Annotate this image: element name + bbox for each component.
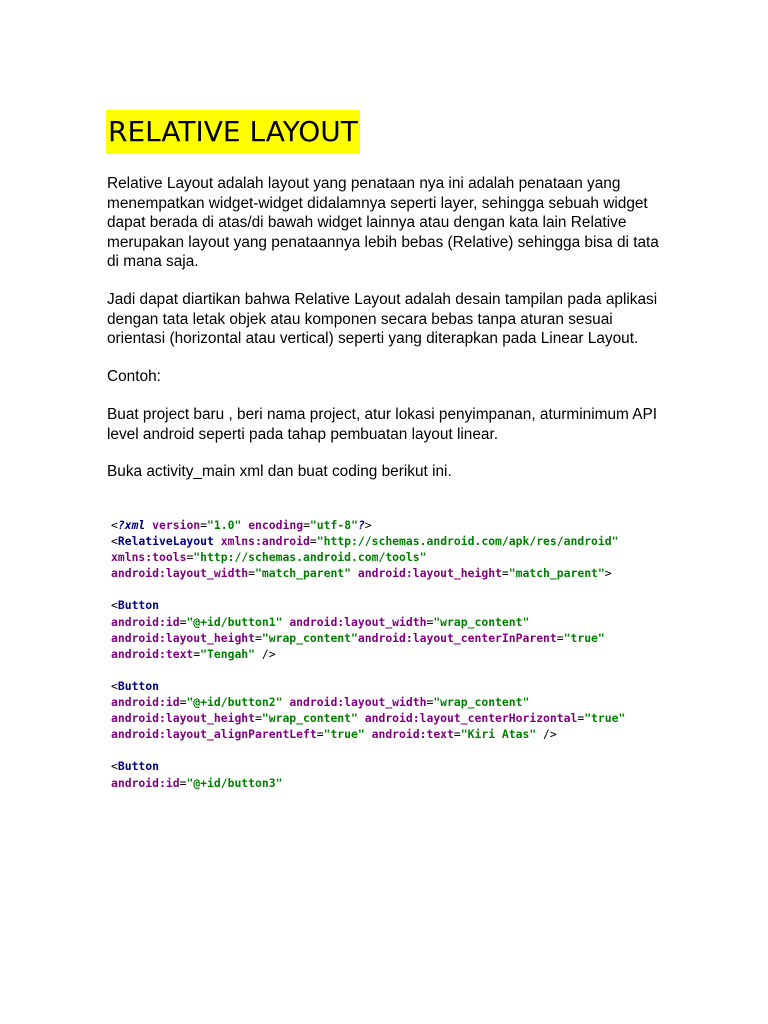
code-token: android:layout_height [111,630,256,645]
code-block [111,517,671,791]
paragraph-example-label: Contoh: [107,368,161,385]
code-token: "http://schemas.android.com/tools" [193,550,427,565]
code-token: = [453,727,461,742]
code-token: android:layout_alignParentLeft [111,727,317,742]
code-token: "@+id/button1" [186,614,283,629]
code-token: = [193,646,201,661]
code-token: = [303,518,310,532]
code-line [111,581,671,597]
paragraph-code-step: Buka activity_main xml dan buat coding berikut ini. [107,463,452,480]
paragraph-definition: Relative Layout adalah layout yang penataan nya ini adalah penataan yang menempatkan widget-widget didalamnya seperti layer, sehingga sebuah widget dapat berada di atas/di bawah widget lainnya atau dengan kata lain Relative merupakan layout yang penataannya lebih bebas (Relative) sehingga bisa di tata di mana saja. [107,175,659,270]
code-token: = [179,614,187,629]
code-token: < [111,598,118,613]
code-line [111,662,671,678]
code-token: RelativeLayout [117,534,214,549]
page-title: RELATIVE LAYOUT [106,110,360,154]
code-line [111,630,671,646]
code-token: < [111,678,118,693]
code-token: "true" [584,711,626,726]
code-token: = [179,695,187,710]
code-token: "true" [563,630,605,645]
code-token: = [186,550,194,565]
code-line [111,710,671,726]
code-token: "Tengah" [200,646,256,661]
code-token: xmlns:tools [111,550,187,565]
code-token: android:id [111,775,180,790]
code-token: = [255,711,262,726]
code-token: "wrap_content" [433,695,530,710]
code-token: "match_parent" [508,566,605,581]
code-line [111,678,671,694]
code-token: = [556,630,564,645]
code-token: android:layout_height [357,566,502,581]
code-token: "1.0" [207,518,242,532]
code-token: ? [357,518,365,532]
code-token: = [248,566,256,581]
code-token: Button [117,678,160,693]
paragraph-project-step: Buat project baru , beri nama project, atur lokasi penyimpanan, aturminimum API level android seperti pada tahap pembuatan layout linear. [107,406,658,443]
code-token [365,727,372,741]
code-token: "wrap_content" [261,711,358,726]
code-token: encoding [248,518,304,532]
code-token: android:layout_height [111,711,256,726]
code-token: "wrap_content" [261,630,358,645]
code-token: android:layout_width [289,695,427,710]
code-token: = [577,711,585,726]
code-token: "wrap_content" [433,614,530,629]
code-token: = [426,614,434,629]
code-token: = [501,566,509,581]
code-token: "true" [323,727,365,742]
code-token: "utf-8" [309,518,358,532]
code-token: android:text [371,727,454,742]
code-token: android:id [111,614,180,629]
code-token: Button [117,598,160,613]
code-token: android:layout_centerHorizontal [364,711,578,726]
code-token: > [604,566,612,581]
code-token: "@+id/button3" [186,775,283,790]
code-token: "Kiri Atas" [460,727,537,742]
code-line [111,726,671,742]
code-token: > [364,518,372,532]
code-token [358,711,365,725]
code-line [111,597,671,613]
code-token: android:id [111,695,180,710]
paragraph-explanation: Jadi dapat diartikan bahwa Relative Layout adalah desain tampilan pada aplikasi dengan tata letak objek atau komponen secara bebas tanpa aturan sesuai orientasi (horizontal atau vertical) seperti yang diterapkan pada Linear Layout. [107,291,658,347]
code-token: < [111,534,118,549]
code-token: version [152,518,201,532]
code-line [111,549,671,565]
code-token [214,534,221,548]
code-line [111,565,671,581]
code-token: = [200,518,208,532]
code-token: /> [255,646,276,661]
code-token: android:text [111,646,194,661]
code-token [351,566,358,580]
code-line [111,646,671,662]
code-token: Button [117,759,160,774]
code-token: "match_parent" [255,566,352,581]
code-token: < [111,759,118,774]
code-token: /> [536,727,557,742]
code-line [111,775,671,791]
code-token: = [316,727,324,742]
code-token: = [309,534,317,549]
code-token: < [111,518,118,532]
code-line [111,517,671,533]
code-token: android:layout_width [289,614,427,629]
code-token: android:layout_centerInParent [357,630,557,645]
code-token: = [426,695,434,710]
code-line [111,694,671,710]
code-token: "http://schemas.android.com/apk/res/android" [316,534,619,549]
code-line [111,742,671,758]
code-token: "@+id/button2" [186,695,283,710]
code-token: ?xml [117,518,146,532]
code-token: = [255,630,262,645]
code-line [111,533,671,549]
code-token: = [179,775,187,790]
code-token: android:layout_width [111,566,249,581]
code-line [111,614,671,630]
code-line [111,758,671,774]
code-token: xmlns:android [220,534,310,549]
